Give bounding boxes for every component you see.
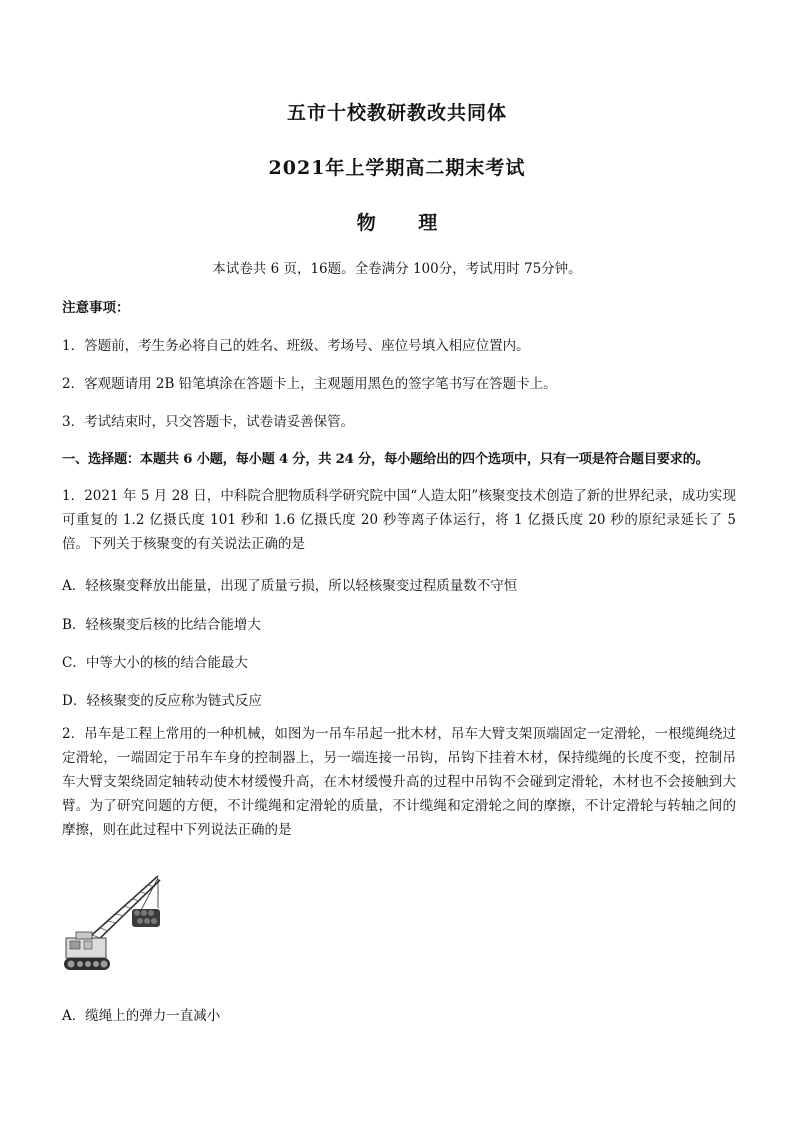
question-1-option-d: D．轻核聚变的反应称为链式反应 [62, 693, 262, 709]
question-2-option-a: A．缆绳上的弹力一直减小 [62, 1008, 221, 1024]
question-1-option-b: B．轻核聚变后核的比结合能增大 [62, 617, 261, 633]
notice-heading: 注意事项： [62, 300, 130, 316]
exam-name-title: 2021年上学期高二期末考试 [268, 157, 526, 179]
question-2-stem: 2．吊车是工程上常用的一种机械，如图为一吊车吊起一批木材，吊车大臂支架顶端固定一定滑轮，一根缆绳绕过定滑轮，一端固定于吊车车身的控制器上，另一端连接一吊钩，吊钩下挂着木材，保持缆绳的长度不变，控制吊车大臂支架绕固定轴转动使木材缓慢升高，在木材缓慢升高的过程中吊钩不会碰到定滑轮，木材也不会接触到大臂。为了研究问题的方便，不计缆绳和定滑轮的质量，不计缆绳和定滑轮之间的摩擦，不计定滑轮与转轴之间的摩擦，则在此过程中下列说法正确的是 [62, 726, 736, 838]
question-1-stem: 1．2021 年 5 月 28 日，中科院合肥物质科学研究院中国“人造太阳”核聚变技术创造了新的世界纪录，成功实现可重复的 1.2 亿摄氏度 101 秒和 1.6 亿摄氏度 20 秒等离子体运行，将 1 亿摄氏度 20 秒的原纪录延长了 5 倍。下列关于核聚变的有关说法正确的是 [62, 488, 736, 552]
subject-title: 物 理 [356, 212, 456, 234]
notice-item: 1．答题前，考生务必将自己的姓名、班级、考场号、座位号填入相应位置内。 [62, 338, 530, 354]
notice-item: 2．客观题请用 2B 铅笔填涂在答题卡上，主观题用黑色的签字笔书写在答题卡上。 [62, 376, 557, 392]
exam-organizer-title: 五市十校教研教改共同体 [286, 102, 507, 124]
notice-item: 3．考试结束时，只交答题卡，试卷请妥善保管。 [62, 414, 355, 430]
exam-info: 本试卷共 6 页，16题。全卷满分 100分，考试用时 75分钟。 [212, 261, 582, 277]
section-heading: 一、选择题：本题共 6 小题，每小题 4 分，共 24 分，每小题给出的四个选项中，只有一项是符合题目要求的。 [62, 452, 709, 467]
question-1-option-a: A．轻核聚变释放出能量，出现了质量亏损，所以轻核聚变过程质量数不守恒 [62, 578, 518, 594]
question-1-option-c: C．中等大小的核的结合能最大 [62, 655, 248, 671]
crane-illustration [62, 872, 162, 974]
